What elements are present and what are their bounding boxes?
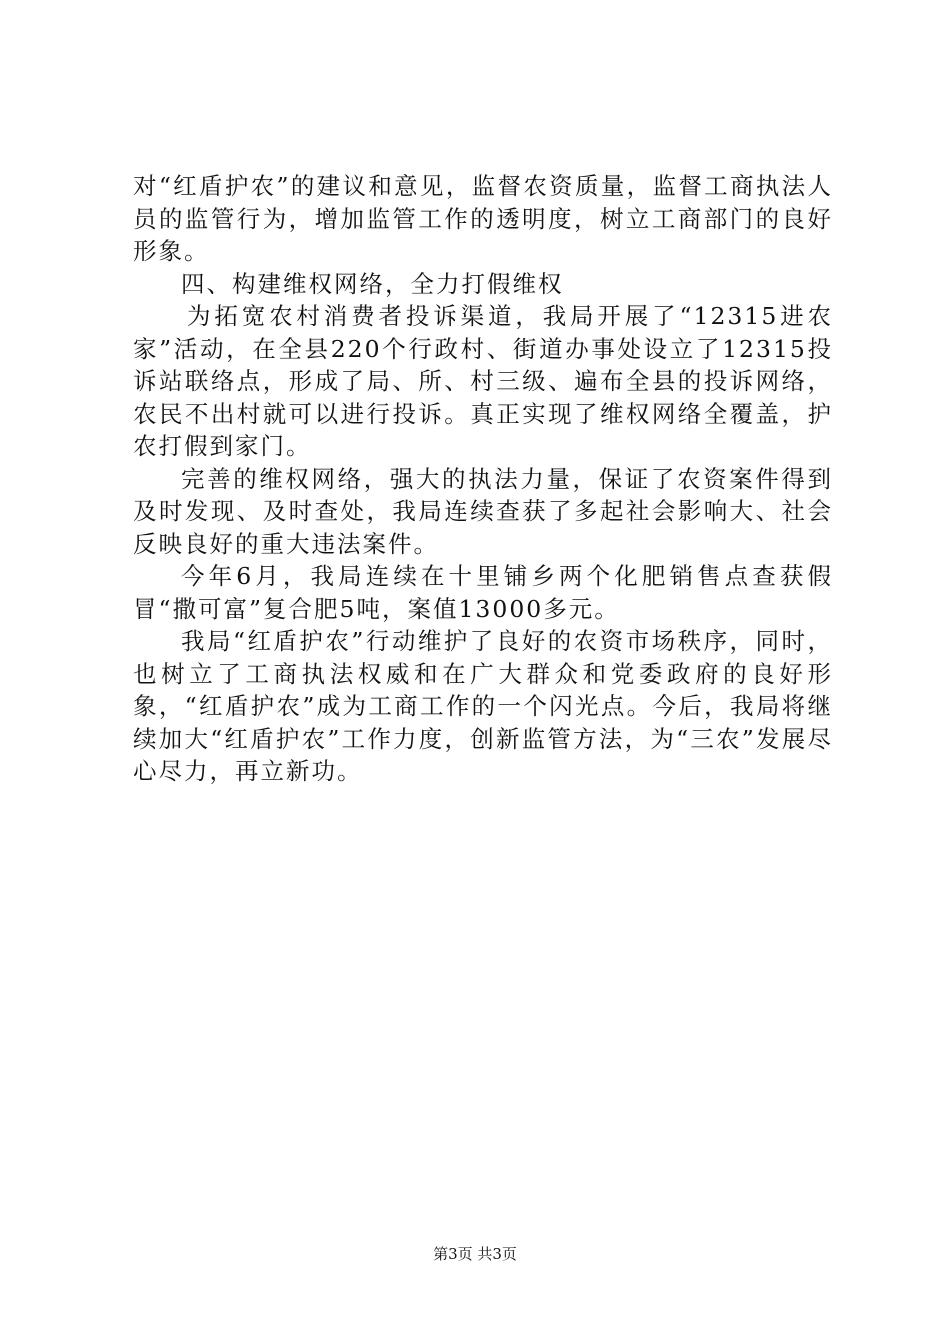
section-heading: 四、构建维权网络，全力打假维权 (181, 269, 564, 298)
paragraph: 完善的维权网络，强大的执法力量，保证了农资案件得到及时发现、及时查处，我局连续查获了多起社会影响大、社会反映良好的重大违法案件。 (133, 464, 833, 558)
page-footer: 第3页 共3页 (433, 1245, 517, 1263)
paragraph-continuation: 对“红盾护农”的建议和意见，监督农资质量，监督工商执法人员的监管行为，增加监管工作的透明度，树立工商部门的良好形象。 (133, 172, 833, 265)
paragraph: 我局“红盾护农”行动维护了良好的农资市场秩序，同时，也树立了工商执法权威和在广大群众和党委政府的良好形象，“红盾护农”成为工商工作的一个闪光点。今后，我局将继续加大“红盾护农”工作力度，创新监管方法，为“三农”发展尽心尽力，再立新功。 (133, 627, 833, 785)
paragraph: 今年6月，我局连续在十里铺乡两个化肥销售点查获假冒“撒可富”复合肥5吨，案值13000多元。 (133, 562, 833, 623)
document-body (133, 170, 833, 788)
paragraph: 为拓宽农村消费者投诉渠道，我局开展了“12315进农家”活动，在全县220个行政村、街道办事处设立了12315投诉站联络点，形成了局、所、村三级、遍布全县的投诉网络，农民不出村就可以进行投诉。真正实现了维权网络全覆盖，护农打假到家门。 (133, 302, 833, 460)
